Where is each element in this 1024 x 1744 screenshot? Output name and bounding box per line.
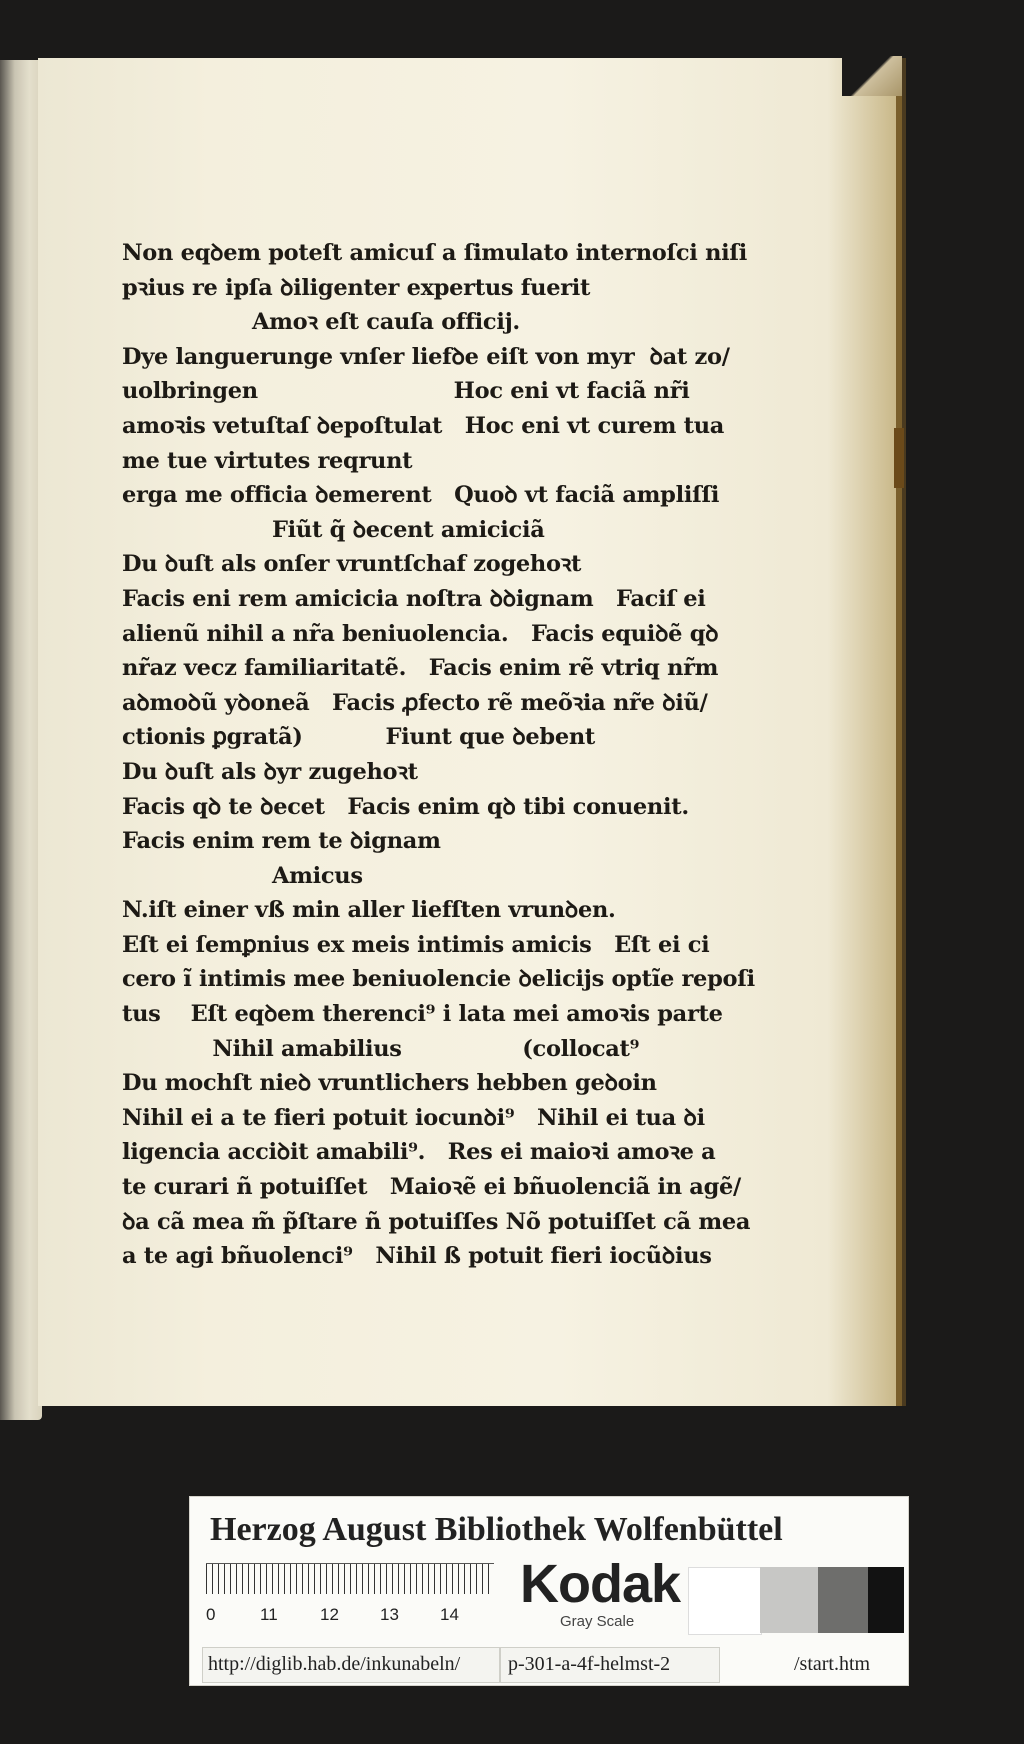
text-line: te curari ñ potuiſſet Maioꝛẽ ei bñuolenciã in agẽ/ — [122, 1174, 741, 1201]
text-line: Dye languerunge vnſer liefꝺe eiſt von myr ꝺat zo/ — [122, 343, 730, 370]
ruler-number: 13 — [380, 1605, 399, 1624]
grayscale-label: Gray Scale — [560, 1613, 635, 1630]
text-line: Du ꝺuſt als ꝺyr zugehoꝛt — [122, 758, 418, 785]
spine-mark — [894, 428, 904, 488]
text-line: Amoꝛ eſt cauſa officij. — [252, 309, 520, 336]
text-line: a te agi bñuolenci⁹ Nihil ß potuit fieri iocũꝺius — [122, 1243, 712, 1270]
measurement-ruler — [206, 1563, 494, 1633]
ruler-number: 14 — [440, 1605, 459, 1624]
text-line: N.iſt einer vß min aller liefſten vrunꝺen. — [122, 897, 616, 924]
text-line: pꝛius re ipſa ꝺiligenter expertus fuerit — [122, 274, 591, 301]
white-swatch — [688, 1567, 762, 1635]
ruler-number: 0 — [206, 1605, 216, 1624]
dark-gray-swatch — [818, 1567, 868, 1633]
text-line: Nihil ei a te fieri potuit iocunꝺi⁹ Nihil ei tua ꝺi — [122, 1104, 705, 1131]
ruler-ticks — [206, 1563, 494, 1594]
text-line: ꝺa cã mea m̃ p̃ſtare ñ potuiſſes Nõ potuiſſet cã mea — [122, 1208, 751, 1235]
text-line: Nihil amabilius (collocat⁹ — [122, 1035, 640, 1062]
url-shelfmark: p-301-a-4f-helmst-2 — [508, 1653, 671, 1675]
text-line: me tue virtutes reqrunt — [122, 447, 413, 474]
black-swatch — [868, 1567, 904, 1633]
page-corner-fold — [842, 56, 902, 96]
incunable-text-block — [122, 236, 842, 1274]
text-line: Fiũt q̃ ꝺecent amiciciã — [272, 516, 545, 543]
library-color-card — [189, 1496, 909, 1686]
text-line: uolbringen Hoc eni vt faciã nr̃i — [122, 378, 690, 405]
ruler-number: 12 — [320, 1605, 339, 1624]
adjacent-page-edge — [0, 60, 42, 1420]
ruler-number: 11 — [260, 1605, 278, 1624]
text-line: Facis eni rem amicicia noſtra ꝺꝺignam Faciſ ei — [122, 585, 706, 612]
text-line: Eſt ei ſemꝑnius ex meis intimis amicis Eſt ei ci — [122, 931, 710, 958]
text-line: ctionis ꝑgratã) Fiunt que ꝺebent — [122, 724, 595, 751]
text-line: Du ꝺuſt als onſer vruntſchaf zogehoꝛt — [122, 551, 582, 578]
text-line: Facis qꝺ te ꝺecet Facis enim qꝺ tibi conuenit. — [122, 793, 689, 820]
text-line: nr̃az vecz familiaritatẽ. Facis enim rẽ vtriq̧ nr̃m — [122, 655, 719, 682]
text-line: cero ĩ intimis mee beniuolencie ꝺelicijs optĩe repoſi — [122, 966, 755, 993]
url-base: http://diglib.hab.de/inkunabeln/ — [208, 1653, 461, 1675]
url-bar — [190, 1647, 910, 1683]
text-line: amoꝛis vetuſtaſ ꝺepoſtulat Hoc eni vt curem tua — [122, 412, 725, 439]
library-title: Herzog August Bibliothek Wolfenbüttel — [210, 1511, 783, 1548]
text-line: Du mochſt nieꝺ vruntlichers hebben geꝺoin — [122, 1070, 657, 1097]
text-line: Amicus — [272, 862, 363, 889]
text-line: Facis enim rem te ꝺignam — [122, 828, 441, 855]
text-line: ligencia acciꝺit amabili⁹. Res ei maioꝛi amoꝛe a — [122, 1139, 716, 1166]
text-line: alienũ nihil a nr̃a beniuolencia. Facis equiꝺẽ qꝺ — [122, 620, 719, 647]
text-line: Non eqꝺem poteſt amicuſ a ſimulato internoſci niſi — [122, 240, 747, 266]
light-gray-swatch — [760, 1567, 818, 1633]
text-line: aꝺmoꝺũ yꝺoneã Facis ꝓfecto rẽ meõꝛia nr̃e ꝺiũ/ — [122, 689, 708, 716]
text-line: erga me officia ꝺemerent Quoꝺ vt faciã ampliſſi — [122, 482, 720, 509]
text-line: tus Eſt eqꝺem therenci⁹ i lata mei amoꝛis parte — [122, 1001, 723, 1028]
kodak-logo: Kodak — [520, 1554, 681, 1614]
url-suffix: /start.htm — [794, 1653, 871, 1675]
